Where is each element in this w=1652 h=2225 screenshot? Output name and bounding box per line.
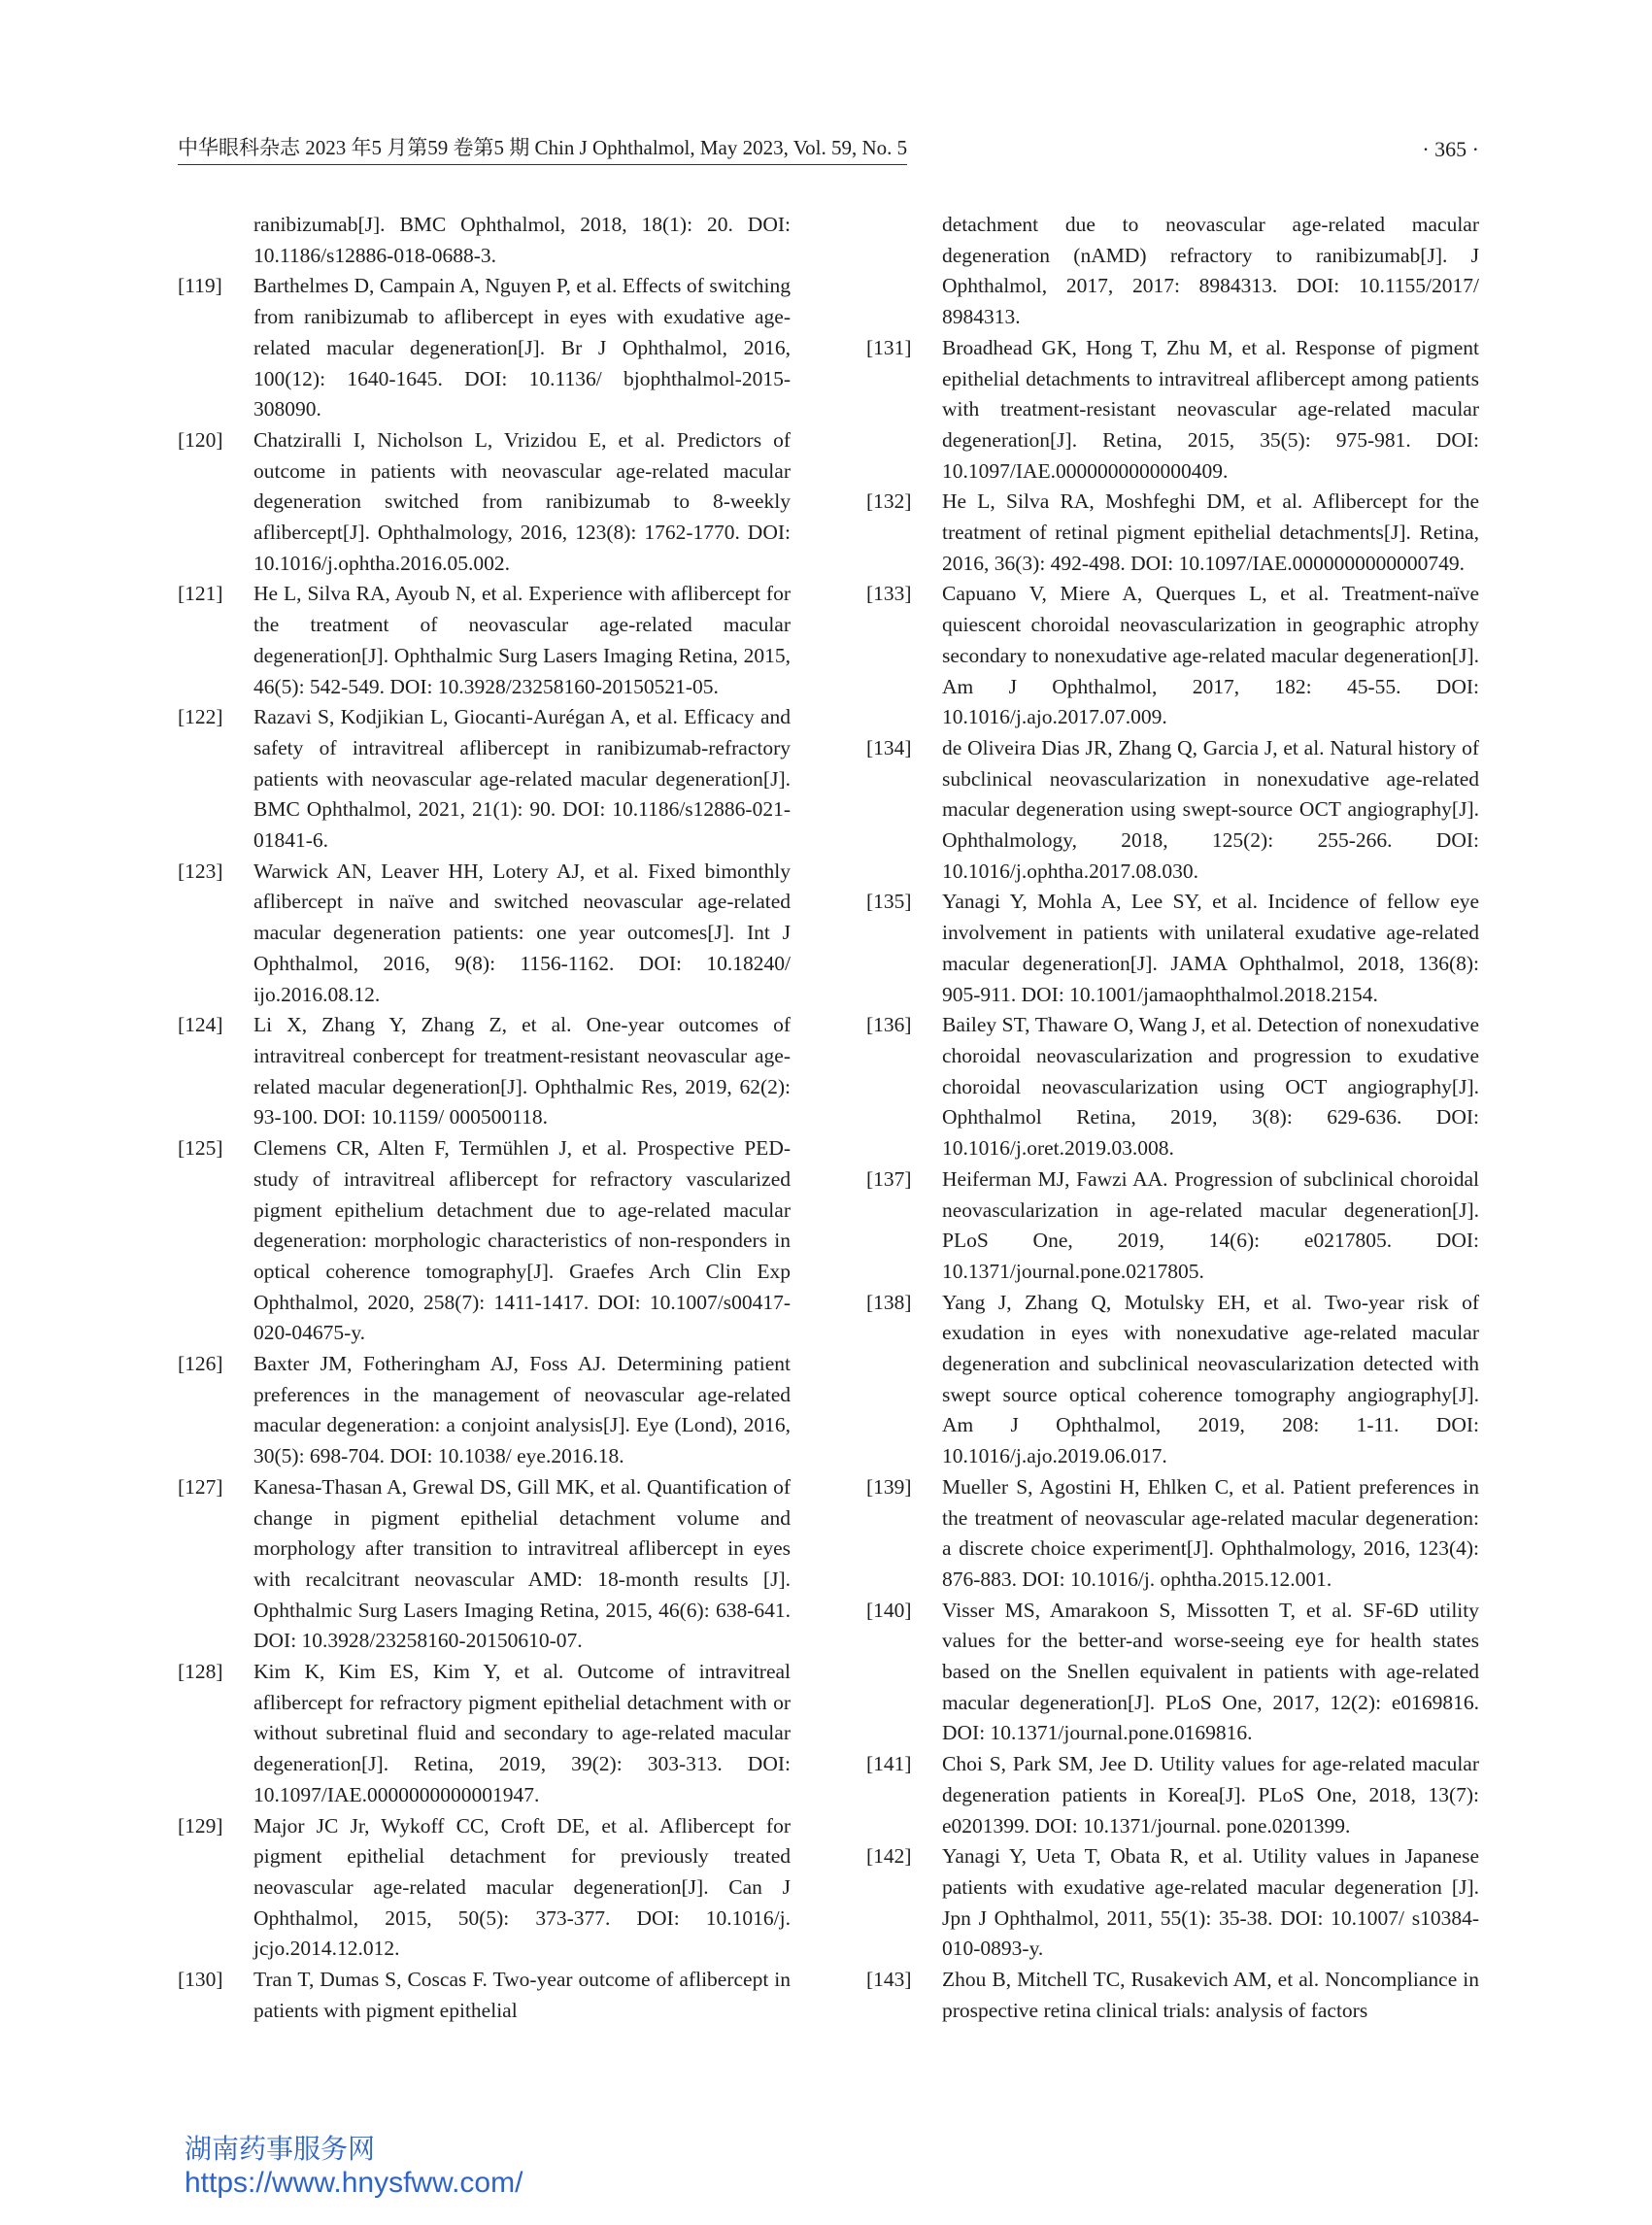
journal-header: 中华眼科杂志 2023 年5 月第59 卷第5 期 Chin J Ophthalmol, May 2023, Vol. 59, No. 5	[178, 134, 907, 165]
reference-list-left	[178, 271, 791, 2026]
reference-number: [120]	[178, 427, 223, 452]
watermark-url[interactable]: https://www.hnysfww.com/	[185, 2167, 523, 2199]
reference-text: Visser MS, Amarakoon S, Missotten T, et al. SF-6D utility values for the better-and worse-seeing eye for health states based on the Snellen equivalent in patients with age-related macular degeneration[J]. PLoS One, 2017, 12(2): e0169816. DOI: 10.1371/journal.pone.0169816.	[942, 1598, 1479, 1745]
reference-number: [142]	[866, 1844, 912, 1869]
reference-number: [126]	[178, 1352, 223, 1376]
reference-text: Yang J, Zhang Q, Motulsky EH, et al. Two-year risk of exudation in eyes with nonexudative age-related macular degeneration and subclinical neovascularization detected with swept source optical coherence tomography angiography[J]. Am J Ophthalmol, 2019, 208: 1-11. DOI: 10.1016/j.ajo.2019.06.017.	[942, 1290, 1479, 1468]
reference-number: [140]	[866, 1598, 912, 1622]
right-column	[866, 210, 1479, 2026]
reference-item	[866, 1288, 1479, 1472]
reference-item	[866, 1164, 1479, 1288]
reference-number: [138]	[866, 1290, 912, 1314]
reference-text: de Oliveira Dias JR, Zhang Q, Garcia J, et al. Natural history of subclinical neovascularization in nonexudative age-related macular degeneration using swept-source OCT angiography[J]. Ophthalmology, 2018, 125(2): 255-266. DOI: 10.1016/j.ophtha.2017.08.030.	[942, 735, 1479, 883]
reference-text: Razavi S, Kodjikian L, Giocanti-Aurégan A, et al. Efficacy and safety of intravitreal aflibercept in ranibizumab-refractory patients with neovascular age-related macular degeneration[J]. BMC Ophthalmol, 2021, 21(1): 90. DOI: 10.1186/s12886-021-01841-6.	[253, 705, 791, 853]
reference-text: Kim K, Kim ES, Kim Y, et al. Outcome of intravitreal aflibercept for refractory pigment epithelial detachment with or without subretinal fluid and secondary to age-related macular degeneration[J]. Retina, 2019, 39(2): 303-313. DOI: 10.1097/IAE.0000000000001947.	[253, 1660, 791, 1806]
reference-item	[866, 1472, 1479, 1596]
reference-item	[178, 425, 791, 580]
reference-text: Tran T, Dumas S, Coscas F. Two-year outcome of aflibercept in patients with pigment epithelial	[253, 1968, 791, 2022]
reference-item	[866, 1841, 1479, 1965]
reference-item	[178, 1657, 791, 1811]
reference-item	[178, 1133, 791, 1349]
reference-number: [119]	[178, 274, 222, 298]
reference-item	[178, 1811, 791, 1966]
reference-text: Chatziralli I, Nicholson L, Vrizidou E, et al. Predictors of outcome in patients with neovascular age-related macular degeneration switched from ranibizumab to 8-weekly aflibercept[J]. Ophthalmology, 2016, 123(8): 1762-1770. DOI: 10.1016/j.ophtha.2016.05.002.	[253, 427, 791, 575]
reference-number: [122]	[178, 705, 223, 729]
reference-text: Broadhead GK, Hong T, Zhu M, et al. Response of pigment epithelial detachments to intravitreal aflibercept among patients with treatment-resistant neovascular age-related macular degeneration[J]. Retina, 2015, 35(5): 975-981. DOI: 10.1097/IAE.0000000000000409.	[942, 335, 1479, 483]
reference-item	[178, 1349, 791, 1472]
reference-item	[178, 857, 791, 1011]
reference-item	[178, 1965, 791, 2026]
reference-text: He L, Silva RA, Ayoub N, et al. Experience with aflibercept for the treatment of neovascular age-related macular degeneration[J]. Ophthalmic Surg Lasers Imaging Retina, 2015, 46(5): 542-549. DOI: 10.3928/23258160-20150521-05.	[253, 582, 791, 698]
reference-item	[866, 1010, 1479, 1164]
reference-number: [141]	[866, 1752, 912, 1776]
reference-text: ranibizumab[J]. BMC Ophthalmol, 2018, 18(1): 20. DOI: 10.1186/s12886-018-0688-3.	[253, 213, 791, 267]
reference-number: [134]	[866, 735, 912, 759]
reference-item	[866, 579, 1479, 733]
reference-text: Yanagi Y, Ueta T, Obata R, et al. Utility values in Japanese patients with exudative age-related macular degeneration [J]. Jpn J Ophthalmol, 2011, 55(1): 35-38. DOI: 10.1007/ s10384-010-0893-y.	[942, 1844, 1479, 1961]
reference-item	[178, 1010, 791, 1133]
reference-text: Baxter JM, Fotheringham AJ, Foss AJ. Determining patient preferences in the management of neovascular age-related macular degeneration: a conjoint analysis[J]. Eye (Lond), 2016, 30(5): 698-704. DOI: 10.1038/ eye.2016.18.	[253, 1352, 791, 1468]
reference-item	[866, 1596, 1479, 1750]
reference-item	[866, 733, 1479, 888]
reference-text: Zhou B, Mitchell TC, Rusakevich AM, et al. Noncompliance in prospective retina clinical trials: analysis of factors	[942, 1968, 1479, 2022]
watermark-site-name: 湖南药事服务网	[185, 2133, 376, 2165]
reference-number: [135]	[866, 890, 912, 914]
reference-number: [133]	[866, 582, 912, 606]
reference-text: Choi S, Park SM, Jee D. Utility values for age-related macular degeneration patients in Korea[J]. PLoS One, 2018, 13(7): e0201399. DOI: 10.1371/journal. pone.0201399.	[942, 1752, 1479, 1837]
reference-text: Clemens CR, Alten F, Termühlen J, et al. Prospective PED-study of intravitreal aflibercept for refractory vascularized pigment epithelium detachment due to age-related macular degeneration: morphologic characteristics of non-responders in optical coherence tomography[J]. Graefes Arch Clin Exp Ophthalmol, 2020, 258(7): 1411-1417. DOI: 10.1007/s00417-020-04675-y.	[253, 1136, 791, 1345]
reference-number: [132]	[866, 489, 912, 514]
reference-number: [131]	[866, 335, 912, 359]
reference-number: [121]	[178, 582, 223, 606]
page-number: · 365 ·	[1422, 137, 1479, 161]
reference-number: [130]	[178, 1968, 223, 1992]
reference-text: Heiferman MJ, Fawzi AA. Progression of subclinical choroidal neovascularization in age-related macular degeneration[J]. PLoS One, 2019, 14(6): e0217805. DOI: 10.1371/journal.pone.0217805.	[942, 1166, 1479, 1283]
reference-text: Barthelmes D, Campain A, Nguyen P, et al. Effects of switching from ranibizumab to aflibercept in eyes with exudative age-related macular degeneration[J]. Br J Ophthalmol, 2016, 100(12): 1640-1645. DOI: 10.1136/ bjophthalmol-2015-308090.	[253, 274, 791, 421]
reference-item	[178, 271, 791, 425]
reference-number: [123]	[178, 859, 223, 883]
reference-text: Mueller S, Agostini H, Ehlken C, et al. Patient preferences in the treatment of neovascular age-related macular degeneration: a discrete choice experiment[J]. Ophthalmology, 2016, 123(4): 876-883. DOI: 10.1016/j. ophtha.2015.12.001.	[942, 1474, 1479, 1591]
reference-text: Bailey ST, Thaware O, Wang J, et al. Detection of nonexudative choroidal neovascularization and progression to exudative choroidal neovascularization using OCT angiography[J]. Ophthalmol Retina, 2019, 3(8): 629-636. DOI: 10.1016/j.oret.2019.03.008.	[942, 1013, 1479, 1161]
reference-number: [143]	[866, 1968, 912, 1992]
reference-text: Yanagi Y, Mohla A, Lee SY, et al. Incidence of fellow eye involvement in patients with unilateral exudative age-related macular degeneration[J]. JAMA Ophthalmol, 2018, 136(8): 905-911. DOI: 10.1001/jamaophthalmol.2018.2154.	[942, 890, 1479, 1006]
reference-number: [125]	[178, 1136, 223, 1161]
reference-item	[866, 333, 1479, 488]
reference-number: [137]	[866, 1166, 912, 1191]
left-column	[178, 210, 791, 2026]
reference-item	[866, 1749, 1479, 1841]
reference-text: Capuano V, Miere A, Querques L, et al. Treatment-naïve quiescent choroidal neovascularization in geographic atrophy secondary to nonexudative age-related macular degeneration[J]. Am J Ophthalmol, 2017, 182: 45-55. DOI: 10.1016/j.ajo.2017.07.009.	[942, 582, 1479, 729]
watermark	[185, 2132, 523, 2200]
reference-item	[866, 887, 1479, 1010]
reference-number: [124]	[178, 1013, 223, 1037]
reference-text: He L, Silva RA, Moshfeghi DM, et al. Aflibercept for the treatment of retinal pigment epithelial detachments[J]. Retina, 2016, 36(3): 492-498. DOI: 10.1097/IAE.0000000000000749.	[942, 489, 1479, 575]
reference-text: detachment due to neovascular age-related macular degeneration (nAMD) refractory to ranibizumab[J]. J Ophthalmol, 2017, 2017: 8984313. DOI: 10.1155/2017/ 8984313.	[942, 213, 1479, 329]
reference-number: [136]	[866, 1013, 912, 1037]
reference-item	[178, 579, 791, 702]
reference-text: Major JC Jr, Wykoff CC, Croft DE, et al. Aflibercept for pigment epithelial detachment for previously treated neovascular age-related macular degeneration[J]. Can J Ophthalmol, 2015, 50(5): 373-377. DOI: 10.1016/j. jcjo.2014.12.012.	[253, 1813, 791, 1961]
reference-number: [139]	[866, 1474, 912, 1499]
reference-item	[866, 1965, 1479, 2026]
reference-text: Kanesa-Thasan A, Grewal DS, Gill MK, et al. Quantification of change in pigment epithelial detachment volume and morphology after transition to intravitreal aflibercept in eyes with recalcitrant neovascular AMD: 18-month results [J]. Ophthalmic Surg Lasers Imaging Retina, 2015, 46(6): 638-641. DOI: 10.3928/23258160-20150610-07.	[253, 1474, 791, 1653]
reference-item	[178, 1472, 791, 1657]
reference-number: [129]	[178, 1813, 223, 1837]
reference-text: Li X, Zhang Y, Zhang Z, et al. One-year outcomes of intravitreal conbercept for treatment-resistant neovascular age-related macular degeneration[J]. Ophthalmic Res, 2019, 62(2): 93-100. DOI: 10.1159/ 000500118.	[253, 1013, 791, 1129]
reference-number: [127]	[178, 1474, 223, 1499]
reference-text: Warwick AN, Leaver HH, Lotery AJ, et al. Fixed bimonthly aflibercept in naïve and switched neovascular age-related macular degeneration patients: one year outcomes[J]. Int J Ophthalmol, 2016, 9(8): 1156-1162. DOI: 10.18240/ ijo.2016.08.12.	[253, 859, 791, 1006]
reference-list-right	[866, 333, 1479, 2027]
reference-item	[178, 702, 791, 857]
reference-item	[866, 487, 1479, 579]
reference-number: [128]	[178, 1660, 223, 1684]
reference-continuation	[866, 210, 1479, 333]
reference-continuation	[178, 210, 791, 271]
